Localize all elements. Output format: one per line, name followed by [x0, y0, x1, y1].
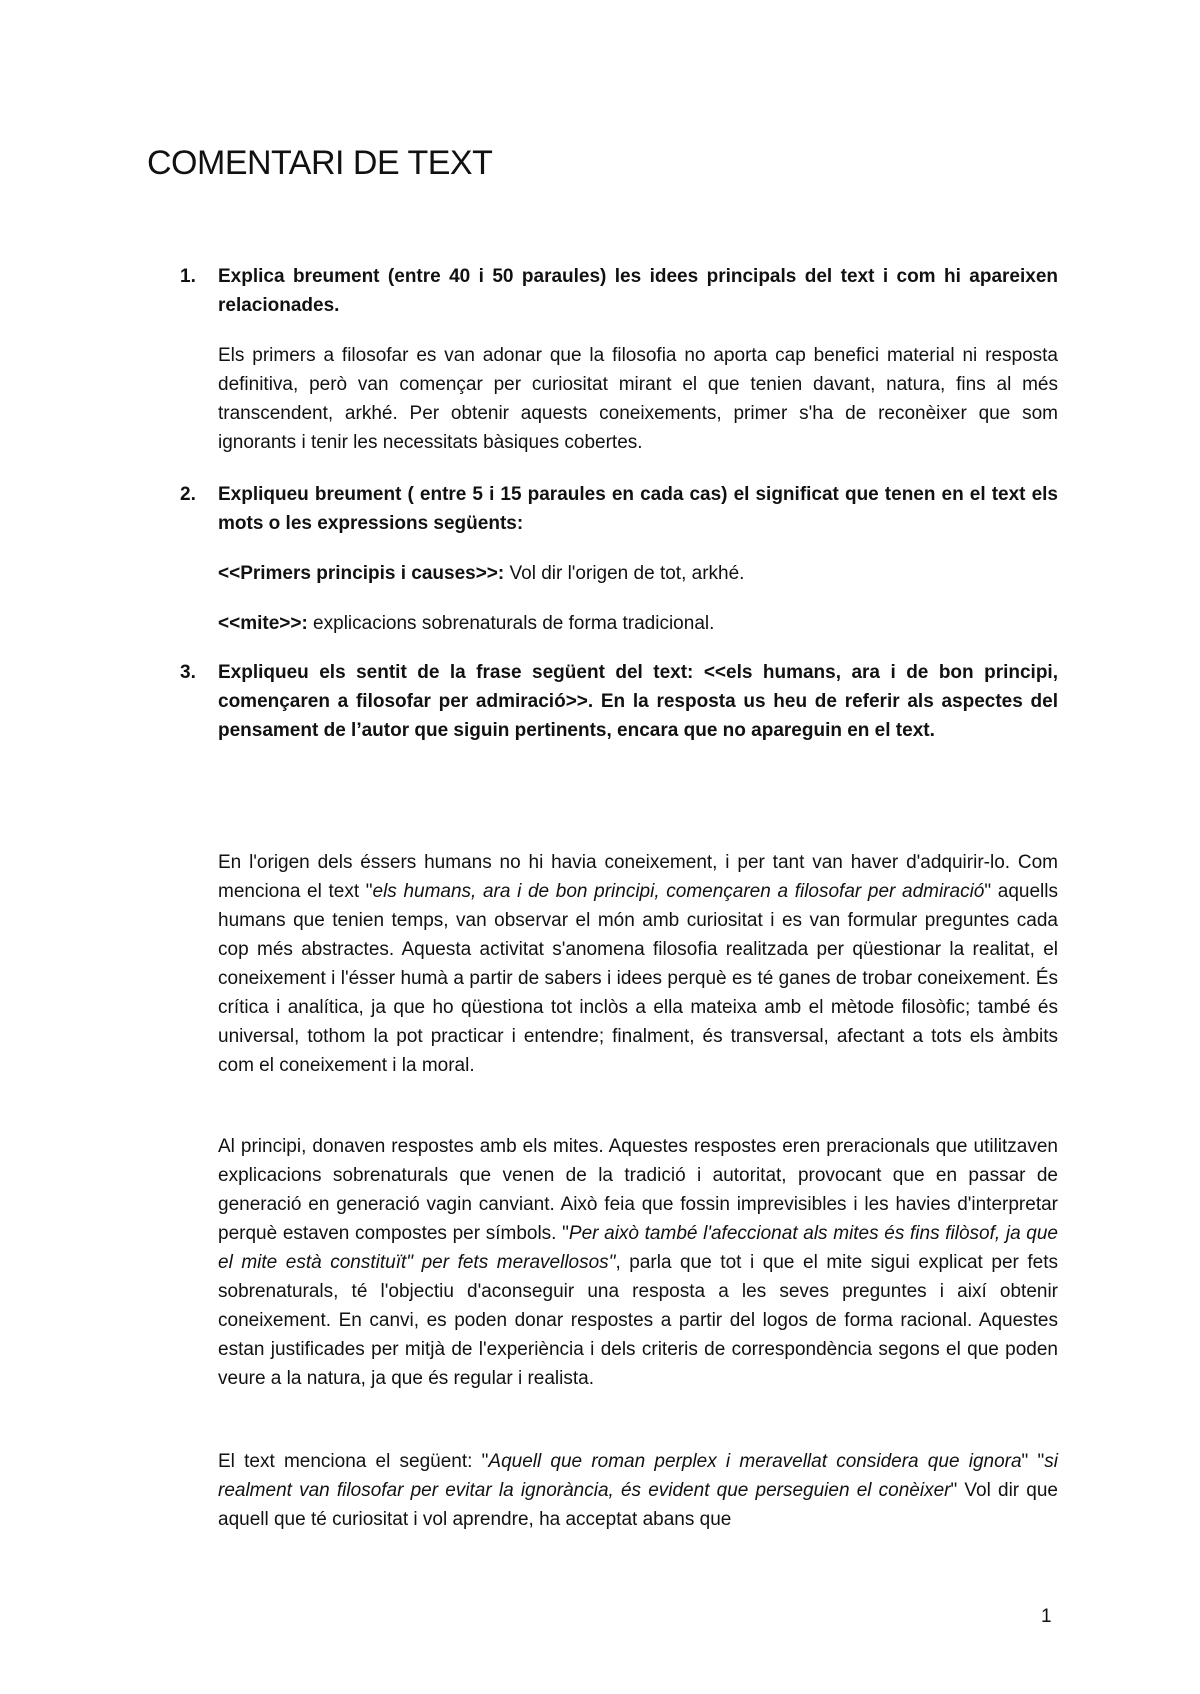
- question-number: 3.: [180, 662, 196, 683]
- question-text: Explica breument (entre 40 i 50 paraules) les idees principals del text i com hi apareixen relacionades.: [218, 266, 1058, 316]
- text-run: " aquells humans que tenien temps, van observar el món amb curiositat i es van formular preguntes cada cop més abstractes. Aquesta activitat s'anomena filosofia realitzada per qüestionar la realitat, el coneixement i l'ésser humà a partir de sabers i idees perquè es té ganes de trobar coneixement. És crítica i analítica, ja que ho qüestiona tot inclòs a ella mateixa amb el mètode filosòfic; també és universal, tothom la pot practicar i entendre; finalment, és transversal, afectant a tots els àmbits com el coneixement i la moral.: [218, 881, 1058, 1076]
- question-3: [180, 658, 1058, 745]
- term-definition: Vol dir l'origen de tot, arkhé.: [504, 563, 745, 584]
- question-number: 1.: [180, 266, 196, 287]
- answer-3-paragraph-3: [218, 1447, 1058, 1534]
- page-number: 1: [1041, 1606, 1052, 1627]
- text-run: " ": [1021, 1451, 1045, 1472]
- question-number: 2.: [180, 484, 196, 505]
- document-title: COMENTARI DE TEXT: [147, 144, 493, 182]
- text-run: , parla que tot i que el mite sigui explicat per fets sobrenaturals, té l'objectiu d'aconseguir una resposta a les seves preguntes i així obtenir coneixement. En canvi, es poden donar respostes a partir del logos de forma racional. Aquestes estan justificades per mitjà de l'experiència i dels criteris de correspondència segons el que poden veure a la natura, ja que és regular i realista.: [218, 1252, 1059, 1389]
- text-run: Al principi, donaven respostes amb els mites. Aquestes respostes eren preracionals que utilitzaven explicacions sobrenaturals que venen de la tradició i autoritat, provocant que en passar de generació en generació vagin canviant. Això feia que fossin imprevisibles i les havies d'interpretar perquè estaven compostes per símbols. ": [218, 1136, 1058, 1244]
- term-label: <<mite>>:: [218, 613, 308, 634]
- answer-paragraph: Els primers a filosofar es van adonar que la filosofia no aporta cap benefici material ni resposta definitiva, però van començar per curiositat mirant el que tenien davant, natura, fins al més transcendent, arkhé. Per obtenir aquests coneixements, primer s'ha de reconèixer que som ignorants i tenir les necessitats bàsiques cobertes.: [218, 345, 1058, 453]
- text-run: " Vol dir que aquell que té curiositat i vol aprendre, ha acceptat abans que: [218, 1480, 1058, 1530]
- quote: els humans, ara i de bon principi, començaren a filosofar per admiració: [372, 881, 985, 902]
- question-text: Expliqueu breument ( entre 5 i 15 paraules en cada cas) el significat que tenen en el text els mots o les expressions següents:: [218, 484, 1058, 534]
- quote: Aquell que roman perplex i meravellat considera que ignora: [488, 1451, 1022, 1472]
- text-run: El text menciona el següent: ": [218, 1451, 489, 1472]
- quote: Per això també l'afeccionat als mites és fins filòsof, ja que el mite està constituït" per fets meravellosos": [218, 1223, 1059, 1273]
- term-definition: explicacions sobrenaturals de forma tradicional.: [307, 613, 715, 634]
- question-2: [180, 480, 1058, 538]
- question-1: [180, 262, 1058, 320]
- answer-1: [218, 341, 1058, 457]
- question-text: Expliqueu els sentit de la frase següent del text: <<els humans, ara i de bon principi, començaren a filosofar per admiració>>. En la resposta us heu de referir als aspectes del pensament de l’autor que siguin pertinents, encara que no apareguin en el text.: [218, 662, 1058, 741]
- term-item: [218, 609, 1058, 638]
- term-label: <<Primers principis i causes>>:: [218, 563, 505, 584]
- answer-3-paragraph-1: [218, 848, 1058, 1080]
- text-run: En l'origen dels éssers humans no hi havia coneixement, i per tant van haver d'adquirir-lo. Com menciona el text ": [218, 852, 1058, 902]
- answer-3-paragraph-2: [218, 1132, 1058, 1393]
- term-item: [218, 559, 1058, 588]
- quote: si realment van filosofar per evitar la ignorància, és evident que perseguien el conèixer: [218, 1451, 1058, 1501]
